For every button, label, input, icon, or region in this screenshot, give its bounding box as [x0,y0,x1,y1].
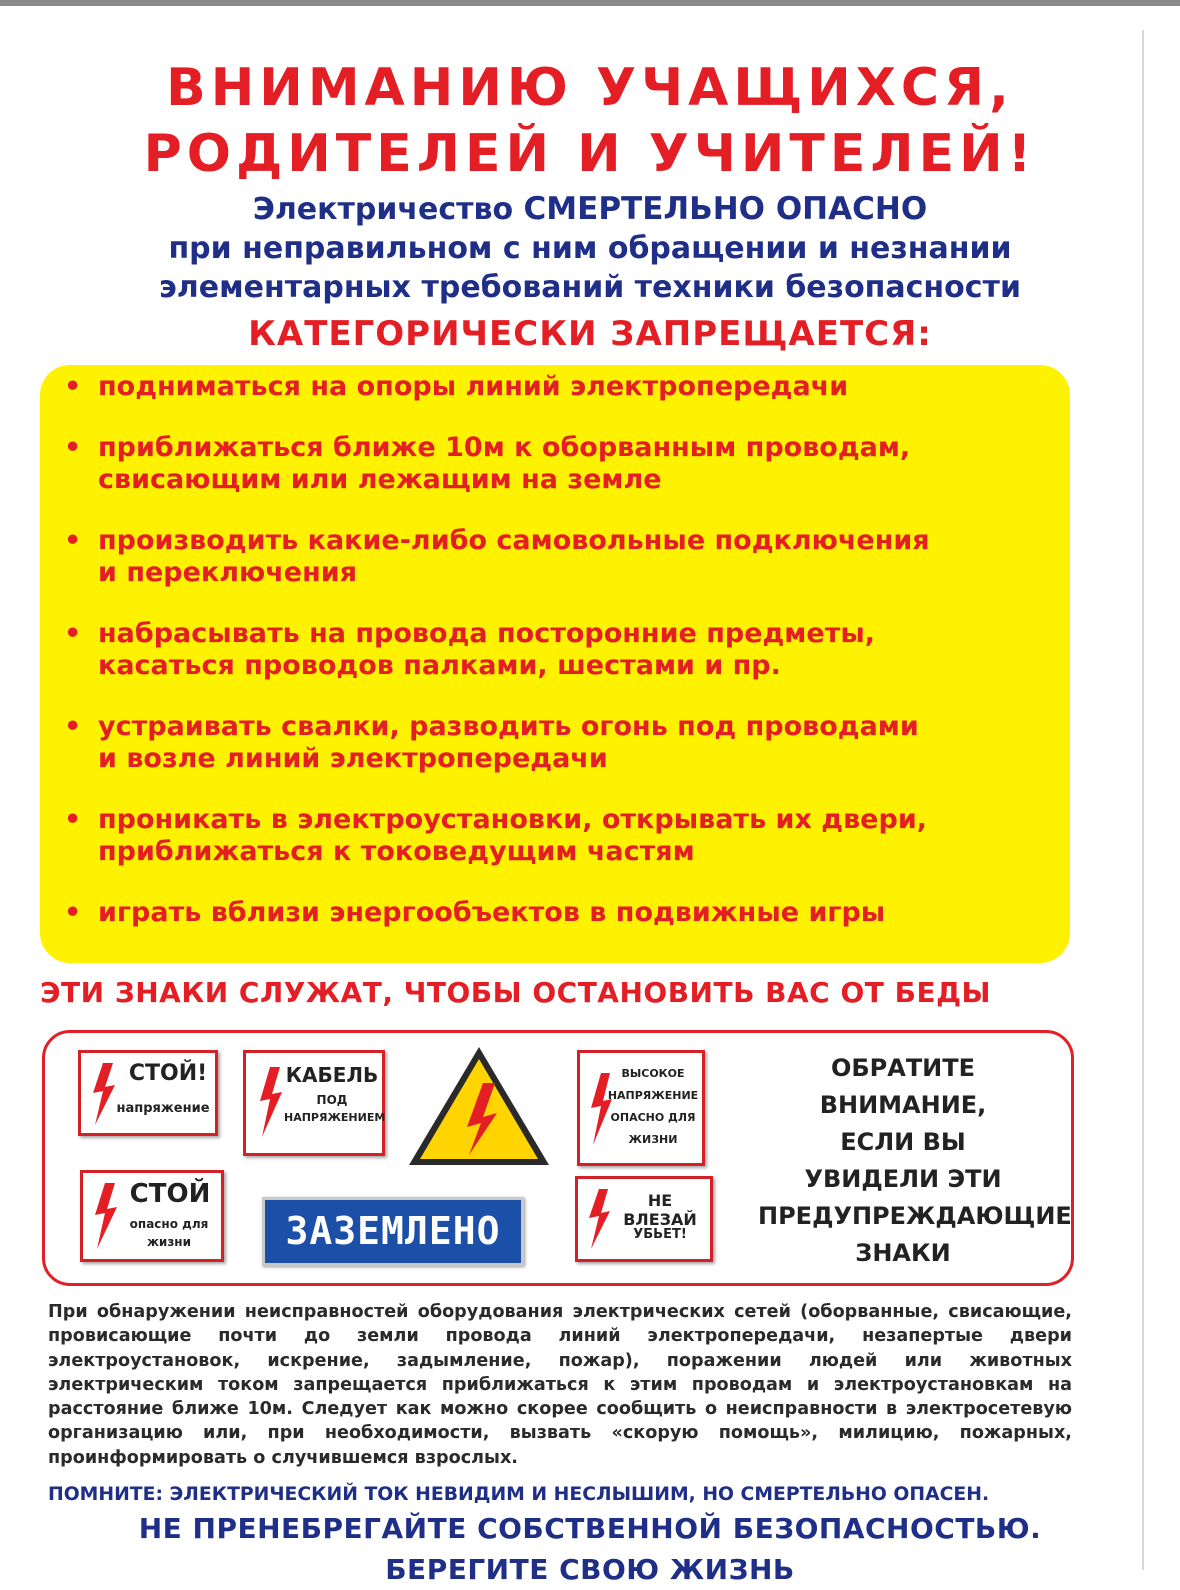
sign-stop-danger-sub-1: опасно для [129,1217,209,1231]
lightning-bolt-icon [586,1189,612,1249]
list-item: • набрасывать на провода посторонние предметы, касаться проводов палками, шестами и пр. [64,618,876,681]
neglect-line: НЕ ПРЕНЕБРЕГАЙТЕ СОБСТВЕННОЙ БЕЗОПАСНОСТЬЮ. [138,1512,1042,1545]
bullet-icon: • [64,525,82,556]
bullet-icon: • [64,371,82,402]
sign-stop-danger-title: СТОЙ [129,1179,211,1209]
sign-high-voltage [577,1050,705,1166]
sign-stop-voltage [78,1050,218,1136]
title-line-2: РОДИТЕЛЕЙ И УЧИТЕЛЕЙ! [143,124,1037,184]
list-item: • производить какие-либо самовольные подключения и переключения [64,525,930,588]
sign-grounded: ЗАЗЕМЛЕНО [262,1197,524,1266]
sign-do-not-climb-title: НЕ ВЛЕЗАЙ [623,1191,697,1229]
bullet-icon: • [64,804,82,835]
poster-title [40,55,1140,187]
intro-lead: Электричество [252,192,524,227]
scan-right-edge [1142,30,1144,1570]
intro-text [40,190,1140,307]
sign-stop-voltage-sub: напряжение [116,1101,210,1116]
sign-cable-sub-1: ПОД [316,1093,348,1107]
sign-high-voltage-line-3: ОПАСНО ДЛЯ [610,1111,696,1124]
lightning-bolt-icon [91,1183,119,1249]
list-item: • подниматься на опоры линий электропередачи [64,371,849,402]
list-item: • проникать в электроустановки, открывать их двери, приближаться к токоведущим частям [64,804,927,867]
sign-do-not-climb [575,1176,713,1262]
bullet-icon: • [64,618,82,649]
list-item: • играть вблизи энергообъектов в подвижные игры [64,897,886,928]
remember-line: ПОМНИТЕ: ЭЛЕКТРИЧЕСКИЙ ТОК НЕВИДИМ И НЕСЛЫШИМ, НО СМЕРТЕЛЬНО ОПАСЕН. [48,1484,990,1505]
forbidden-list [40,365,1070,929]
intro-highlight: СМЕРТЕЛЬНО ОПАСНО [523,191,928,227]
list-item: • приближаться ближе 10м к оборванным проводам, свисающим или лежащим на земле [64,432,911,495]
intro-line-1 [40,190,1140,229]
attention-note: ОБРАТИТЕ ВНИМАНИЕ, ЕСЛИ ВЫ УВИДЕЛИ ЭТИ ПРЕДУПРЕЖДАЮЩИЕ ЗНАКИ [758,1054,1072,1267]
forbidden-heading: КАТЕГОРИЧЕСКИ ЗАПРЕЩАЕТСЯ: [248,314,932,354]
bullet-icon: • [64,897,82,928]
sign-high-voltage-line-4: ЖИЗНИ [628,1133,678,1146]
intro-line-2: при неправильном с ним обращении и незнании [168,231,1012,266]
sign-do-not-climb-sub: УБЬЕТ! [633,1227,687,1242]
list-item: • устраивать свалки, разводить огонь под проводами и возле линий электропередачи [64,711,919,774]
sign-high-voltage-line-1: ВЫСОКОЕ [621,1067,685,1080]
bullet-icon: • [64,432,82,463]
sign-stop-voltage-title: СТОЙ! [128,1061,208,1086]
signs-heading: ЭТИ ЗНАКИ СЛУЖАТ, ЧТОБЫ ОСТАНОВИТЬ ВАС ОТ БЕДЫ [40,976,992,1009]
lightning-bolt-icon [256,1067,284,1137]
sign-cable-title: КАБЕЛЬ [285,1063,379,1087]
forbidden-list-panel [40,365,1070,963]
scan-top-edge [0,0,1180,6]
instructions-paragraph: При обнаружении неисправностей оборудования электрических сетей (оборванные, свисающие, провисающие почти до земли провода линий электропередачи, незапертые двери электроустановок, искрение, задымление, пожар), поражении людей или животных электрическим током запрещается приближаться к этим проводам и электроустановкам на расстояние ближе 10м. Следует как можно скорее сообщить о неисправности в электросетевую организацию или, при необходимости, вызвать «скорую помощь», милицию, пожарных, проинформировать о случившемся взрослых. [48,1302,1072,1468]
intro-line-3: элементарных требований техники безопасности [159,270,1021,305]
sign-cable-voltage [243,1050,385,1156]
title-line-1: ВНИМАНИЮ УЧАЩИХСЯ, [166,58,1014,118]
sign-stop-danger-sub-2: жизни [146,1235,192,1249]
protect-life-line: БЕРЕГИТЕ СВОЮ ЖИЗНЬ [385,1553,795,1586]
bullet-icon: • [64,711,82,742]
sign-cable-sub-2: НАПРЯЖЕНИЕМ [284,1111,386,1124]
high-voltage-triangle-icon [405,1043,553,1169]
sign-high-voltage-line-2: НАПРЯЖЕНИЕ [607,1089,699,1102]
sign-stop-danger [80,1170,224,1262]
